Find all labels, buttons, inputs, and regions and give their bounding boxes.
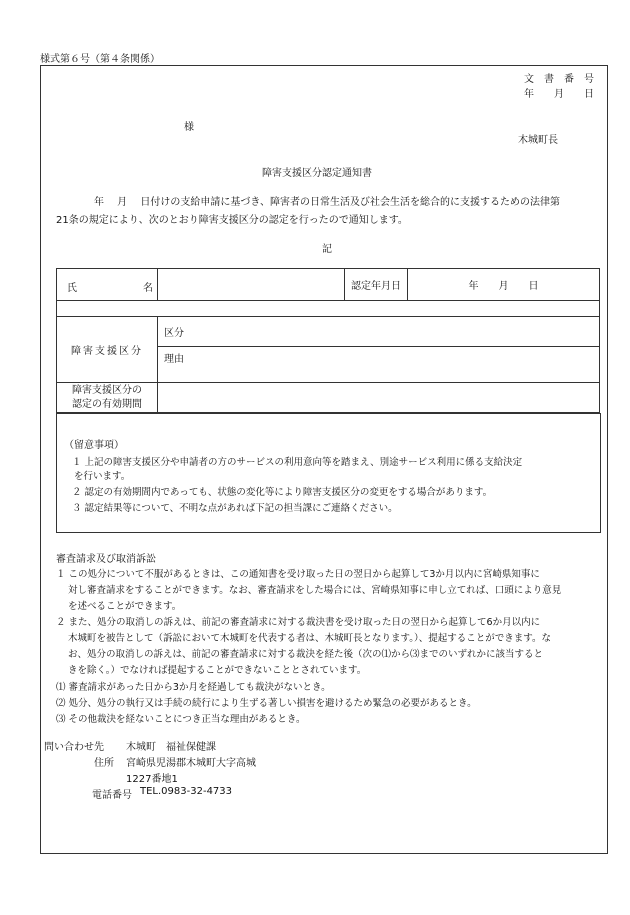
name-label-right: 名 [143,283,153,294]
appeal-line: きを除く。）でなければ提起することができないこととされています。 [68,665,367,676]
appeal-line: １ この処分について不服があるときは、この通知書を受け取った日の翌日から起算して3か月以内に宮崎県知事に [56,569,540,580]
phone-value: TEL.0983-32-4733 [140,786,233,797]
appeal-case-3: ⑶ その他裁決を経ないことにつき正当な理由があるとき。 [56,714,306,725]
appeal-case-1: ⑴ 審査請求があった日から3か月を経過しても裁決がないとき。 [56,682,331,693]
name-label-left: 氏 [67,283,77,294]
certification-table [56,268,600,413]
contact-department: 木城町 福祉保健課 [126,742,216,753]
notes-heading: （留意事項） [64,440,124,451]
category-label-text: 障害支援区分 [71,346,143,357]
recipient-suffix: 様 [184,122,194,133]
category-label [57,317,158,383]
cert-date-value[interactable]: 年 月 日 [408,269,600,301]
cert-date-label: 認定年月日 [345,269,408,301]
appeal-heading: 審査請求及び取消訴訟 [56,554,156,565]
address-line-1: 宮崎県児湯郡木城町大字高城 [126,758,256,769]
date-label: 年 月 日 [524,89,594,100]
address-label: 住所 [94,758,114,769]
appeal-line: ２ また、処分の取消しの訴えは、前記の審査請求に対する裁決書を受け取った日の翌日から起算して6か月以内に [56,617,541,628]
table-row [57,317,600,347]
validity-value-cell[interactable] [158,383,600,413]
address-line-2: 1227番地1 [126,774,178,785]
appeal-line: 対し審査請求をすることができます。なお、審査請求をした場合には、宮崎県知事に申し立てれば、口頭により意見 [68,585,562,596]
notes-item-1: １ 上記の障害支援区分や申請者の方のサービスの利用意向等を踏まえ、別途サービス利用に係る支給決定 [72,457,523,468]
document-title: 障害支援区分認定通知書 [262,168,372,179]
category-sub-label[interactable]: 区分 [158,317,600,347]
appeal-line: を述べることができます。 [68,601,182,612]
appeal-case-2: ⑵ 処分、処分の執行又は手続の続行により生ずる著しい損害を避けるため緊急の必要があるとき。 [56,698,477,709]
table-row [57,301,600,317]
name-value-cell[interactable] [158,269,345,301]
form-number: 様式第６号（第４条関係） [40,54,160,65]
notes-item-1-cont: を行います。 [74,471,131,482]
table-row [57,383,600,413]
reason-label[interactable]: 理由 [158,347,600,383]
notes-item-2: ２ 認定の有効期間内であっても、状態の変化等により障害支援区分の変更をする場合があります。 [72,487,493,498]
validity-label-cell [57,383,158,413]
intro-line-2: 21条の規定により、次のとおり障害支援区分の認定を行ったので通知します。 [56,215,408,226]
issuer-name: 木城町長 [518,135,558,146]
appeal-line: 木城町を被告として（訴訟において木城町を代表する者は、木城町長となります。）、提起することができます。な [68,633,551,644]
notes-item-3: ３ 認定結果等について、不明な点があれば下記の担当課にご連絡ください。 [72,503,398,514]
contact-label: 問い合わせ先 [44,742,104,753]
validity-label-2: 認定の有効期間 [72,398,142,410]
notes-box [56,413,601,533]
phone-label: 電話番号 [92,790,132,801]
document-number-label: 文 書 番 号 [524,74,594,85]
name-label-cell [57,269,158,301]
spacer-row [57,301,600,317]
appeal-line: お、処分の取消しの訴えは、前記の審査請求に対する裁決を経た後（次の⑴から⑶までのいずれかに該当すると [68,649,544,660]
intro-line-1: 年 月 日付けの支給申請に基づき、障害者の日常生活及び社会生活を総合的に支援するための法律第 [94,197,560,208]
ki-heading: 記 [322,244,332,255]
validity-label-1: 障害支援区分の [72,384,142,396]
table-row [57,269,600,301]
